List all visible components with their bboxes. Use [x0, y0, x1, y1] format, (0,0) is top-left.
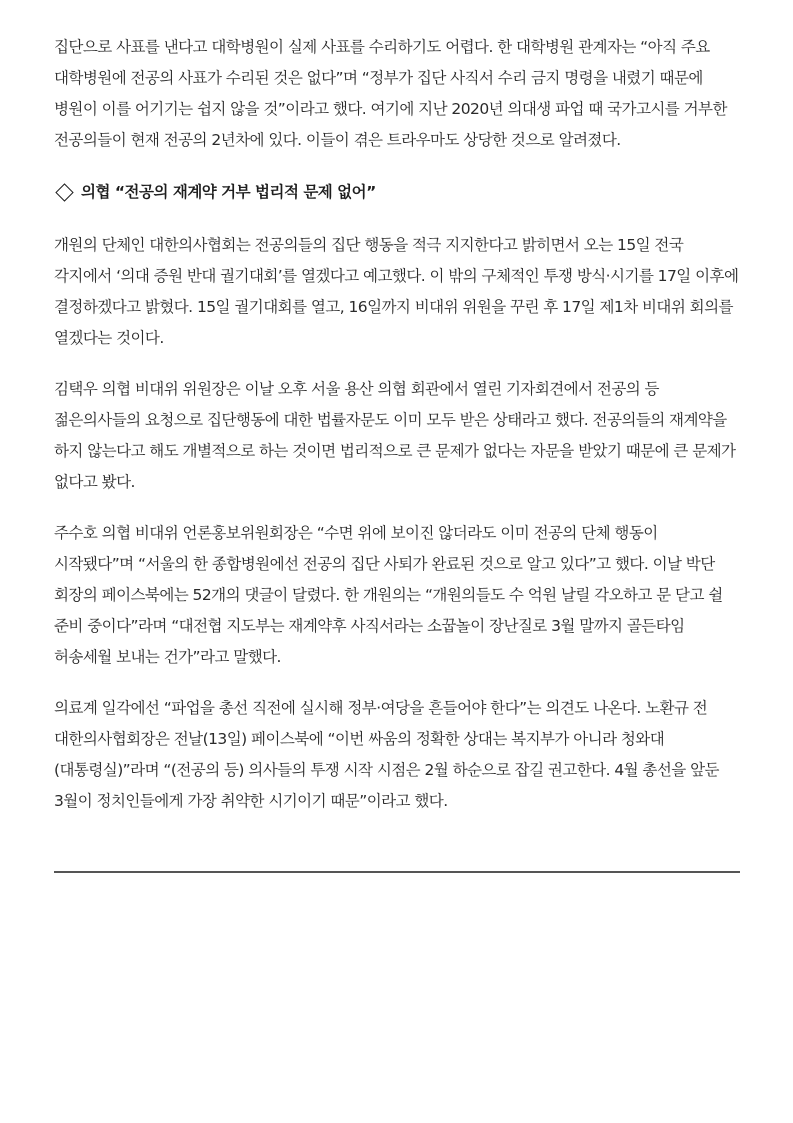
article-end-divider — [54, 871, 740, 873]
article-paragraph: 개원의 단체인 대한의사협회는 전공의들의 집단 행동을 적극 지지한다고 밝히면서 오는 15일 전국 각지에서 ‘의대 증원 반대 궐기대회’를 열겠다고 예고했다. 이 밖의 구체적인 투쟁 방식·시기를 17일 이후에 결정하겠다고 밝혔다. 15일 궐기대회를 열고, 16일까지 비대위 위원을 꾸린 후 17일 제1차 비대위 회의를 열겠다는 것이다. — [54, 236, 739, 347]
article-paragraph: 김택우 의협 비대위 위원장은 이날 오후 서울 용산 의협 회관에서 열린 기자회견에서 전공의 등 젊은의사들의 요청으로 집단행동에 대한 법률자문도 이미 모두 받은 상태라고 했다. 전공의들의 재계약을 하지 않는다고 해도 개별적으로 하는 것이면 법리적으로 큰 문제가 없다는 자문을 받았기 때문에 큰 문제가 없다고 봤다. — [54, 380, 736, 491]
article-paragraph: 주수호 의협 비대위 언론홍보위원회장은 “수면 위에 보이진 않더라도 이미 전공의 단체 행동이 시작됐다”며 “서울의 한 종합병원에선 전공의 집단 사퇴가 완료된 것으로 알고 있다”고 했다. 이날 박단 회장의 페이스북에는 52개의 댓글이 달렸다. 한 개원의는 “개원의들도 수 억원 날릴 각오하고 문 닫고 쉴 준비 중이다”라며 “대전협 지도부는 재계약후 사직서라는 소꿉놀이 장난질로 3월 말까지 골든타임 허송세월 보내는 건가”라고 말했다. — [54, 524, 723, 666]
article-paragraph: 집단으로 사표를 낸다고 대학병원이 실제 사표를 수리하기도 어렵다. 한 대학병원 관계자는 “아직 주요 대학병원에 전공의 사표가 수리된 것은 없다”며 “정부가 집단 사직서 수리 금지 명령을 내렸기 때문에 병원이 이를 어기기는 쉽지 않을 것”이라고 했다. 여기에 지난 2020년 의대생 파업 때 국가고시를 거부한 전공의들이 현재 전공의 2년차에 있다. 이들이 겪은 트라우마도 상당한 것으로 알려졌다. — [54, 38, 727, 149]
article-body — [54, 32, 740, 817]
article-paragraph: 의료계 일각에선 “파업을 총선 직전에 실시해 정부·여당을 흔들어야 한다”는 의견도 나온다. 노환규 전 대한의사협회장은 전날(13일) 페이스북에 “이번 싸움의 정확한 상대는 복지부가 아니라 청와대(대통령실)”라며 “(전공의 등) 의사들의 투쟁 시작 시점은 2월 하순으로 잡길 권고한다. 4월 총선을 앞둔 3월이 정치인들에게 가장 취약한 시기이기 때문”이라고 했다. — [54, 699, 719, 810]
subheading-text: 의협 “전공의 재계약 거부 법리적 문제 없어” — [81, 183, 376, 201]
diamond-bullet-icon — [55, 183, 73, 201]
section-subheading — [54, 177, 740, 208]
